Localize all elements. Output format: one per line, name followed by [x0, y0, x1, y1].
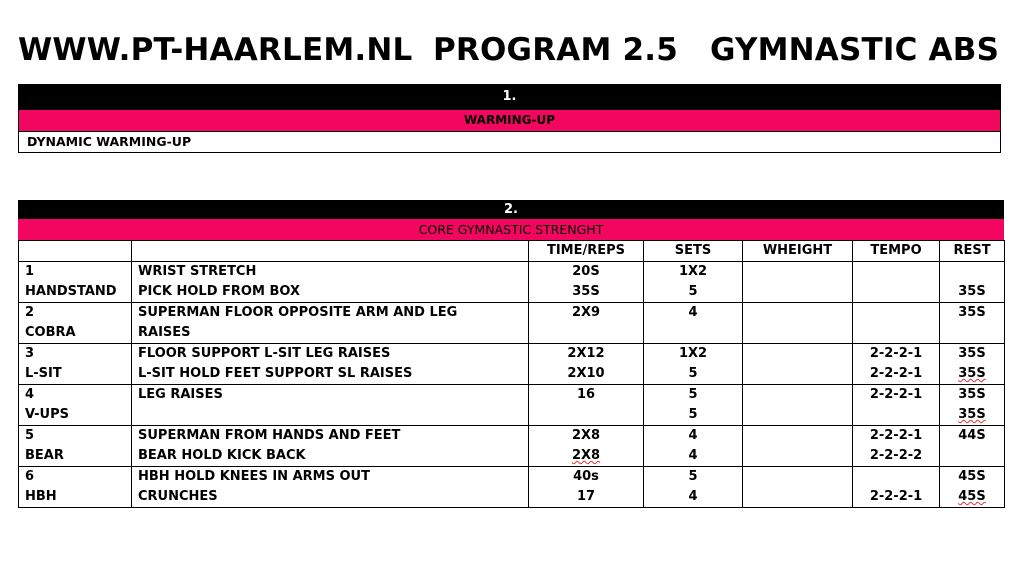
- cell-text: 35S: [958, 366, 986, 381]
- cell-text: 5: [688, 284, 698, 299]
- table-cell: [743, 282, 853, 303]
- cell-text: 2-2-2-1: [869, 346, 923, 361]
- section-number: 2.: [18, 200, 1004, 219]
- cell-text: HBH: [25, 489, 57, 504]
- cell-text: 2-2-2-1: [869, 489, 923, 504]
- exercise-table: [18, 240, 1005, 508]
- table-cell: [644, 467, 743, 488]
- cell-text: 4: [688, 305, 698, 320]
- cell-text: L-SIT: [25, 366, 62, 381]
- table-cell: [743, 385, 853, 406]
- cell-text: 4: [25, 387, 35, 402]
- cell-text: 5: [25, 428, 35, 443]
- cell-text: FLOOR SUPPORT L-SIT LEG RAISES: [138, 346, 391, 361]
- table-cell: [853, 385, 940, 406]
- cell-text: 2-2-2-1: [869, 428, 923, 443]
- exercise-group: [19, 262, 132, 283]
- cell-text: 2X8: [571, 448, 601, 463]
- table-cell: [529, 487, 644, 508]
- cell-text: V-UPS: [25, 407, 69, 422]
- cell-text: 2-2-2-1: [869, 366, 923, 381]
- table-cell: [529, 467, 644, 488]
- table-cell: [853, 405, 940, 426]
- table-cell: [644, 426, 743, 447]
- cell-text: LEG RAISES: [138, 387, 223, 402]
- section-warming-up: [18, 84, 1001, 153]
- cell-text: 17: [576, 489, 596, 504]
- exercise-name: [132, 426, 529, 447]
- exercise-name: [132, 446, 529, 467]
- table-cell: [529, 303, 644, 324]
- cell-text: WRIST STRETCH: [138, 264, 257, 279]
- table-cell: [644, 282, 743, 303]
- table-row: [19, 446, 1005, 467]
- table-cell: [940, 323, 1005, 344]
- cell-text: 35S: [572, 284, 600, 299]
- exercise-group: [19, 467, 132, 488]
- column-header: [132, 241, 529, 262]
- cell-text: 2X9: [571, 305, 601, 320]
- table-row: [19, 426, 1005, 447]
- table-cell: [853, 467, 940, 488]
- table-cell: [644, 487, 743, 508]
- cell-text: 35S: [958, 387, 986, 402]
- table-cell: [529, 446, 644, 467]
- cell-text: HBH HOLD KNEES IN ARMS OUT: [138, 469, 370, 484]
- table-cell: [743, 323, 853, 344]
- cell-text: 2-2-2-2: [869, 448, 923, 463]
- table-cell: [940, 303, 1005, 324]
- table-row: [19, 262, 1005, 283]
- table-cell: [940, 282, 1005, 303]
- table-cell: [940, 344, 1005, 365]
- table-cell: [853, 262, 940, 283]
- cell-text: 5: [688, 387, 698, 402]
- table-row: [19, 303, 1005, 324]
- cell-text: SUPERMAN FLOOR OPPOSITE ARM AND LEG: [138, 305, 458, 320]
- table-row: [19, 364, 1005, 385]
- cell-text: 16: [576, 387, 596, 402]
- table-row: [19, 282, 1005, 303]
- cell-text: 45S: [958, 469, 986, 484]
- table-cell: [743, 446, 853, 467]
- table-cell: [529, 282, 644, 303]
- exercise-group: [19, 323, 132, 344]
- table-cell: [644, 303, 743, 324]
- exercise-name: [132, 467, 529, 488]
- table-cell: [644, 262, 743, 283]
- cell-text: 4: [688, 448, 698, 463]
- table-cell: [940, 467, 1005, 488]
- exercise-group: [19, 385, 132, 406]
- column-header: [19, 241, 132, 262]
- table-cell: [743, 487, 853, 508]
- cell-text: 40s: [573, 469, 599, 484]
- column-header: REST: [940, 241, 1005, 262]
- cell-text: 35S: [958, 346, 986, 361]
- column-header: TIME/REPS: [529, 241, 644, 262]
- column-header: SETS: [644, 241, 743, 262]
- table-cell: [940, 385, 1005, 406]
- table-cell: [940, 262, 1005, 283]
- table-cell: [644, 323, 743, 344]
- exercise-group: [19, 487, 132, 508]
- cell-text: 35S: [958, 407, 986, 422]
- table-cell: [743, 303, 853, 324]
- table-cell: [853, 426, 940, 447]
- table-cell: [529, 426, 644, 447]
- exercise-name: [132, 303, 529, 324]
- table-cell: [853, 282, 940, 303]
- table-cell: [743, 364, 853, 385]
- exercise-group: [19, 405, 132, 426]
- program-title: GYMNASTIC ABS: [710, 32, 1000, 68]
- site-url: WWW.PT-HAARLEM.NL: [18, 32, 413, 68]
- cell-text: 35S: [958, 305, 986, 320]
- cell-text: 3: [25, 346, 35, 361]
- cell-text: 2X8: [571, 428, 601, 443]
- table-cell: [853, 487, 940, 508]
- cell-text: L-SIT HOLD FEET SUPPORT SL RAISES: [138, 366, 413, 381]
- cell-text: 44S: [958, 428, 986, 443]
- column-header: TEMPO: [853, 241, 940, 262]
- exercise-name: [132, 487, 529, 508]
- exercise-name: [132, 405, 529, 426]
- table-row: [19, 323, 1005, 344]
- cell-text: 2X10: [567, 366, 605, 381]
- section-number: 1.: [19, 84, 1000, 110]
- exercise-group: [19, 303, 132, 324]
- column-header: WHEIGHT: [743, 241, 853, 262]
- table-cell: [853, 446, 940, 467]
- cell-text: 5: [688, 469, 698, 484]
- cell-text: RAISES: [138, 325, 191, 340]
- exercise-name: [132, 364, 529, 385]
- table-cell: [529, 385, 644, 406]
- exercise-group: [19, 282, 132, 303]
- table-cell: [644, 385, 743, 406]
- exercise-group: [19, 446, 132, 467]
- exercise-row: DYNAMIC WARMING-UP: [19, 131, 1000, 152]
- page-header: [18, 30, 1008, 70]
- cell-text: 2: [25, 305, 35, 320]
- table-cell: [940, 405, 1005, 426]
- exercise-group: [19, 344, 132, 365]
- cell-text: 5: [688, 366, 698, 381]
- exercise-name: [132, 282, 529, 303]
- table-cell: [743, 405, 853, 426]
- exercise-group: [19, 426, 132, 447]
- exercise-group: [19, 364, 132, 385]
- cell-text: 45S: [958, 489, 986, 504]
- cell-text: 5: [688, 407, 698, 422]
- exercise-name: [132, 323, 529, 344]
- table-cell: [853, 344, 940, 365]
- table-row: [19, 344, 1005, 365]
- cell-text: BEAR: [25, 448, 64, 463]
- cell-text: SUPERMAN FROM HANDS AND FEET: [138, 428, 401, 443]
- table-cell: [940, 426, 1005, 447]
- cell-text: 2-2-2-1: [869, 387, 923, 402]
- table-cell: [644, 446, 743, 467]
- cell-text: HANDSTAND: [25, 284, 117, 299]
- cell-text: CRUNCHES: [138, 489, 218, 504]
- cell-text: 1X2: [678, 346, 708, 361]
- table-cell: [853, 323, 940, 344]
- table-cell: [940, 364, 1005, 385]
- cell-text: PICK HOLD FROM BOX: [138, 284, 300, 299]
- cell-text: 20S: [572, 264, 600, 279]
- table-header-row: [19, 241, 1005, 262]
- table-cell: [644, 405, 743, 426]
- table-cell: [529, 262, 644, 283]
- cell-text: 35S: [958, 284, 986, 299]
- table-cell: [940, 487, 1005, 508]
- table-cell: [743, 262, 853, 283]
- cell-text: COBRA: [25, 325, 76, 340]
- section-heading: CORE GYMNASTIC STRENGHT: [18, 219, 1004, 240]
- cell-text: 1: [25, 264, 35, 279]
- table-cell: [743, 426, 853, 447]
- table-row: [19, 467, 1005, 488]
- table-cell: [743, 467, 853, 488]
- table-cell: [529, 364, 644, 385]
- table-cell: [529, 405, 644, 426]
- table-cell: [853, 303, 940, 324]
- table-cell: [743, 344, 853, 365]
- table-row: [19, 487, 1005, 508]
- table-row: [19, 405, 1005, 426]
- table-row: [19, 385, 1005, 406]
- cell-text: 1X2: [678, 264, 708, 279]
- table-cell: [940, 446, 1005, 467]
- cell-text: BEAR HOLD KICK BACK: [138, 448, 306, 463]
- table-cell: [644, 364, 743, 385]
- exercise-name: [132, 262, 529, 283]
- table-cell: [529, 323, 644, 344]
- cell-text: 2X12: [567, 346, 605, 361]
- table-cell: [529, 344, 644, 365]
- section-core: [18, 200, 1004, 508]
- program-number: PROGRAM 2.5: [433, 32, 679, 68]
- exercise-name: [132, 385, 529, 406]
- exercise-name: [132, 344, 529, 365]
- cell-text: 6: [25, 469, 35, 484]
- table-cell: [644, 344, 743, 365]
- cell-text: 4: [688, 489, 698, 504]
- table-cell: [853, 364, 940, 385]
- section-heading: WARMING-UP: [19, 110, 1000, 131]
- cell-text: 4: [688, 428, 698, 443]
